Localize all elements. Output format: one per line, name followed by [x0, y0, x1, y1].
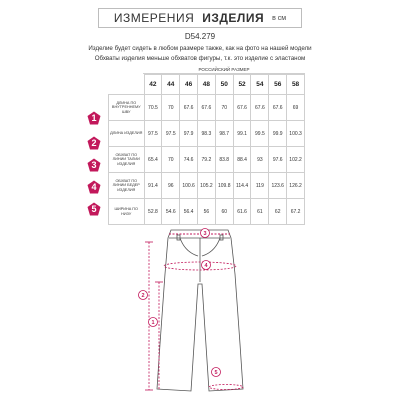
table-cell: 67.6: [269, 95, 287, 121]
table-cell: 83.8: [215, 147, 233, 173]
badge-number: 2: [91, 138, 97, 148]
table-cell: 97.5: [162, 121, 180, 147]
row-marker-badge: [87, 180, 101, 194]
fit-note: Изделие будет сидеть в любом размере также, как на фото на нашей модели: [88, 45, 312, 52]
svg-text:4: 4: [204, 263, 208, 269]
svg-text:5: 5: [214, 370, 218, 376]
diagram-marker-3: [201, 229, 210, 238]
page-header: [98, 8, 302, 28]
table-cell: 74.6: [180, 147, 198, 173]
header-title-bold: ИЗДЕЛИЯ: [202, 11, 265, 25]
table-cell: 99.9: [269, 121, 287, 147]
table-cell: 61.6: [233, 199, 251, 225]
size-table: [108, 66, 305, 225]
row-label: ДЛИНА ПО ВНУТРЕННЕМУ ШВУ: [109, 95, 145, 121]
badge-number: 4: [91, 182, 97, 192]
table-row: [109, 147, 305, 173]
table-cell: 70: [215, 95, 233, 121]
svg-text:2: 2: [141, 293, 145, 299]
size-header: 42: [144, 75, 162, 95]
table-cell: 109.8: [215, 173, 233, 199]
badge-number: 5: [91, 204, 97, 214]
table-cell: 96: [162, 173, 180, 199]
header-title-main: ИЗМЕРЕНИЯ: [113, 11, 195, 25]
svg-text:1: 1: [151, 320, 155, 326]
size-header: 58: [287, 75, 305, 95]
diagram-marker-1: [149, 318, 158, 327]
table-cell: 69: [287, 95, 305, 121]
badge-number: 1: [91, 113, 97, 123]
row-label: ОБХВАТ ПО ЛИНИИ БЕДЕР ИЗДЕЛИЯ: [109, 173, 145, 199]
table-cell: 67.6: [197, 95, 215, 121]
elastane-note: Обхваты изделия меньше обхватов фигуры, т.к. это изделие с эластаном: [94, 55, 306, 62]
row-label: ШИРИНА ПО НИЗУ: [109, 199, 145, 225]
table-cell: 54.6: [162, 199, 180, 225]
table-cell: 102.2: [287, 147, 305, 173]
table-cell: 97.6: [269, 147, 287, 173]
table-row: [109, 95, 305, 121]
table-cell: 56: [197, 199, 215, 225]
table-cell: 67.6: [251, 95, 269, 121]
size-header: 52: [233, 75, 251, 95]
table-cell: 62: [269, 199, 287, 225]
row-label: ДЛИНА ИЗДЕЛИЯ: [109, 121, 145, 147]
size-scale-title: РОССИЙСКИЙ РАЗМЕР: [143, 66, 305, 74]
table-cell: 123.6: [269, 173, 287, 199]
table-cell: 52.8: [144, 199, 162, 225]
table-row: [109, 173, 305, 199]
table-cell: 98.7: [215, 121, 233, 147]
diagram-marker-5: [212, 368, 221, 377]
row-marker-badge: [87, 158, 101, 172]
table-cell: 70: [162, 147, 180, 173]
table-cell: 99.5: [251, 121, 269, 147]
header-unit: в см: [272, 14, 287, 22]
table-cell: 114.4: [233, 173, 251, 199]
table-cell: 97.5: [144, 121, 162, 147]
table-cell: 67.6: [180, 95, 198, 121]
corner-cell: [109, 75, 145, 95]
size-header: 48: [197, 75, 215, 95]
table-cell: 56.4: [180, 199, 198, 225]
table-cell: 119: [251, 173, 269, 199]
table-cell: 93: [251, 147, 269, 173]
product-code: D54.279: [184, 32, 216, 41]
table-cell: 100.3: [287, 121, 305, 147]
diagram-marker-4: [202, 261, 211, 270]
table-cell: 105.2: [197, 173, 215, 199]
table-cell: 98.3: [197, 121, 215, 147]
table-cell: 79.2: [197, 147, 215, 173]
jeans-diagram: [125, 224, 285, 400]
table-cell: 100.6: [180, 173, 198, 199]
table-cell: 65.4: [144, 147, 162, 173]
size-header: 56: [269, 75, 287, 95]
size-header: 46: [180, 75, 198, 95]
table-cell: 70: [162, 95, 180, 121]
size-header: 50: [215, 75, 233, 95]
jeans-outline-icon: [157, 230, 243, 391]
row-marker-badge: [87, 202, 101, 216]
badge-number: 3: [91, 160, 97, 170]
table-cell: 61: [251, 199, 269, 225]
table-row: [109, 121, 305, 147]
table-cell: 67.6: [233, 95, 251, 121]
row-marker-badge: [87, 111, 101, 125]
size-header: 44: [162, 75, 180, 95]
size-header: 54: [251, 75, 269, 95]
table-row: [109, 199, 305, 225]
table-cell: 70.5: [144, 95, 162, 121]
table-cell: 126.2: [287, 173, 305, 199]
diagram-marker-2: [139, 291, 148, 300]
table-cell: 99.1: [233, 121, 251, 147]
row-label: ОБХВАТ ПО ЛИНИИ ТАЛИИ ИЗДЕЛИЯ: [109, 147, 145, 173]
row-marker-badge: [87, 136, 101, 150]
table-cell: 97.9: [180, 121, 198, 147]
table-cell: 60: [215, 199, 233, 225]
table-cell: 88.4: [233, 147, 251, 173]
svg-text:3: 3: [203, 231, 207, 237]
table-cell: 91.4: [144, 173, 162, 199]
table-cell: 67.2: [287, 199, 305, 225]
